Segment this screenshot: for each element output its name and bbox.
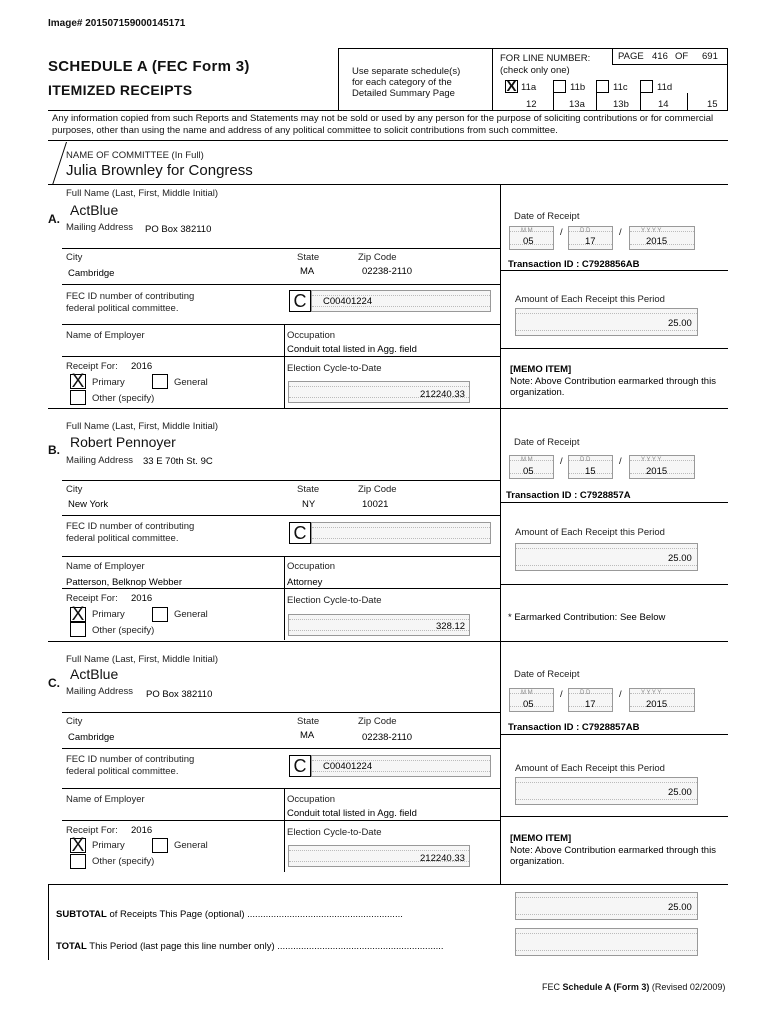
day-value: 17: [585, 699, 596, 710]
day-value: 15: [585, 466, 596, 477]
line-11d-checkbox[interactable]: [640, 80, 653, 93]
primary-checkbox[interactable]: X: [71, 835, 85, 856]
zip-label: Zip Code: [358, 484, 397, 495]
transaction-id: Transaction ID : C7928857AB: [508, 722, 640, 733]
date-label: Date of Receipt: [514, 211, 580, 222]
fec-id-label-2: federal political committee.: [66, 533, 179, 544]
transaction-id: Transaction ID : C7928856AB: [508, 259, 640, 270]
entry-letter: B.: [48, 443, 60, 457]
line-13b-label: 13b: [613, 99, 629, 110]
subtotal-description: of Receipts This Page (optional) ...........................................................: [106, 909, 403, 920]
line-11a-checkbox[interactable]: X: [506, 78, 517, 95]
receipt-for-label: Receipt For:: [66, 825, 118, 836]
year-value: 2015: [646, 236, 668, 247]
state-value: NY: [302, 499, 316, 510]
footer: [542, 982, 725, 992]
other-checkbox[interactable]: [70, 622, 86, 637]
fec-id-label-2: federal political committee.: [66, 766, 179, 777]
date-slash-2: /: [619, 689, 622, 700]
general-label: General: [174, 377, 208, 388]
other-label: Other (specify): [92, 393, 155, 404]
employer-value: Patterson, Belknop Webber: [66, 577, 183, 588]
cycle-to-date-value: 212240.33: [420, 853, 465, 864]
occupation-label: Occupation: [287, 330, 336, 341]
contributor-name: ActBlue: [70, 202, 119, 218]
amount-value: 25.00: [668, 553, 692, 564]
month-value: 05: [523, 466, 534, 477]
city-label: City: [66, 716, 83, 727]
mailing-address-label: Mailing Address: [66, 455, 134, 466]
dd-hint: D D: [580, 457, 591, 463]
receipt-for-year: 2016: [131, 361, 153, 372]
primary-checkbox[interactable]: X: [71, 371, 85, 392]
cycle-to-date-value: 328.12: [436, 621, 466, 632]
instructions-line-3: Detailed Summary Page: [352, 88, 455, 99]
primary-label: Primary: [92, 377, 125, 388]
year-value: 2015: [646, 699, 668, 710]
fec-id-field[interactable]: [311, 522, 491, 544]
line-11b-label: 11b: [570, 82, 586, 93]
line-12-label: 12: [526, 99, 537, 110]
other-checkbox[interactable]: [70, 390, 86, 405]
other-label: Other (specify): [92, 856, 155, 867]
general-checkbox[interactable]: [152, 838, 168, 853]
date-slash-2: /: [619, 227, 622, 238]
employer-label: Name of Employer: [66, 561, 145, 572]
zip-label: Zip Code: [358, 252, 397, 263]
check-only-one: (check only one): [500, 65, 570, 76]
receipt-for-year: 2016: [131, 593, 153, 604]
zip-value: 02238-2110: [362, 732, 413, 743]
occupation-label: Occupation: [287, 561, 336, 572]
zip-value: 10021: [362, 499, 389, 510]
date-slash-1: /: [560, 456, 563, 467]
of-label: OF: [675, 51, 689, 62]
state-value: MA: [300, 266, 315, 277]
total-description: This Period (last page this line number only) ...............................................................: [86, 941, 444, 952]
date-slash-1: /: [560, 227, 563, 238]
other-label: Other (specify): [92, 625, 155, 636]
zip-value: 02238-2110: [362, 266, 413, 277]
line-11c-checkbox[interactable]: [596, 80, 609, 93]
day-value: 17: [585, 236, 596, 247]
primary-label: Primary: [92, 609, 125, 620]
line-13a-label: 13a: [569, 99, 585, 110]
election-cycle-label: Election Cycle-to-Date: [287, 595, 382, 606]
line-14-label: 14: [658, 99, 669, 110]
state-value: MA: [300, 730, 315, 741]
primary-checkbox[interactable]: X: [71, 604, 85, 625]
other-checkbox[interactable]: [70, 854, 86, 869]
fec-id-c-box: C: [289, 290, 311, 312]
mailing-address: 33 E 70th St. 9C: [143, 456, 213, 467]
city-value: Cambridge: [68, 732, 115, 743]
amount-value: 25.00: [668, 318, 692, 329]
cycle-to-date-value: 212240.33: [420, 389, 465, 400]
full-name-label: Full Name (Last, First, Middle Initial): [66, 421, 219, 432]
state-label: State: [297, 484, 320, 495]
amount-label: Amount of Each Receipt this Period: [515, 763, 665, 774]
full-name-label: Full Name (Last, First, Middle Initial): [66, 188, 219, 199]
fec-id-label: FEC ID number of contributing: [66, 291, 195, 302]
date-slash-2: /: [619, 456, 622, 467]
line-11a-label: 11a: [521, 82, 537, 93]
city-value: New York: [68, 499, 109, 510]
city-label: City: [66, 484, 83, 495]
memo-title: [MEMO ITEM]: [510, 364, 572, 375]
total-label: TOTAL: [56, 941, 87, 952]
line-15-label: 15: [707, 99, 718, 110]
month-value: 05: [523, 236, 534, 247]
city-label: City: [66, 252, 83, 263]
fec-id-label: FEC ID number of contributing: [66, 754, 195, 765]
schedule-subtitle: ITEMIZED RECEIPTS: [48, 82, 193, 98]
fec-id-c-box: C: [289, 522, 311, 544]
mailing-address: PO Box 382110: [145, 224, 212, 235]
footer-prefix: FEC: [542, 982, 563, 992]
mm-hint: M M: [521, 457, 533, 463]
occupation-label: Occupation: [287, 794, 336, 805]
election-cycle-label: Election Cycle-to-Date: [287, 827, 382, 838]
mm-hint: M M: [521, 228, 533, 234]
dd-hint: D D: [580, 690, 591, 696]
total-row: [56, 941, 444, 952]
line-11d-label: 11d: [657, 82, 673, 93]
page-label: PAGE: [618, 51, 644, 62]
memo-title: [MEMO ITEM]: [510, 833, 572, 844]
receipt-for-year: 2016: [131, 825, 153, 836]
entry-letter: A.: [48, 212, 60, 226]
date-slash-1: /: [560, 689, 563, 700]
instructions-box: [338, 48, 493, 110]
committee-name: Julia Brownley for Congress: [66, 162, 253, 179]
general-label: General: [174, 609, 208, 620]
mailing-address-label: Mailing Address: [66, 686, 134, 697]
employer-label: Name of Employer: [66, 330, 145, 341]
general-checkbox[interactable]: [152, 607, 168, 622]
primary-label: Primary: [92, 840, 125, 851]
mm-hint: M M: [521, 690, 533, 696]
amount-value: 25.00: [668, 787, 692, 798]
occupation-value: Attorney: [287, 577, 323, 588]
fec-id-c-box: C: [289, 755, 311, 777]
contributor-name: ActBlue: [70, 666, 119, 682]
entry-letter: C.: [48, 676, 60, 690]
year-value: 2015: [646, 466, 668, 477]
footer-form-name: Schedule A (Form 3): [562, 982, 650, 992]
general-checkbox[interactable]: [152, 374, 168, 389]
fec-id-value: C00401224: [323, 761, 373, 772]
schedule-title: SCHEDULE A (FEC Form 3): [48, 58, 250, 75]
fec-id-value: C00401224: [323, 296, 373, 307]
total-field[interactable]: [515, 928, 698, 956]
yyyy-hint: Y Y Y Y: [641, 690, 662, 696]
yyyy-hint: Y Y Y Y: [641, 457, 662, 463]
footer-revision: (Revised 02/2009): [649, 982, 726, 992]
zip-label: Zip Code: [358, 716, 397, 727]
date-label: Date of Receipt: [514, 669, 580, 680]
date-label: Date of Receipt: [514, 437, 580, 448]
committee-bracket: [34, 142, 67, 184]
amount-label: Amount of Each Receipt this Period: [515, 294, 665, 305]
page-total: 691: [702, 51, 718, 62]
dd-hint: D D: [580, 228, 591, 234]
line-number-label: FOR LINE NUMBER:: [500, 53, 591, 64]
general-label: General: [174, 840, 208, 851]
fec-id-label-2: federal political committee.: [66, 303, 179, 314]
yyyy-hint: Y Y Y Y: [641, 228, 662, 234]
transaction-id: Transaction ID : C7928857A: [506, 490, 631, 501]
state-label: State: [297, 716, 320, 727]
state-label: State: [297, 252, 320, 263]
receipt-for-label: Receipt For:: [66, 593, 118, 604]
fec-id-label: FEC ID number of contributing: [66, 521, 195, 532]
memo-text: Note: Above Contribution earmarked through this organization.: [510, 845, 716, 867]
mailing-address: PO Box 382110: [146, 689, 213, 700]
full-name-label: Full Name (Last, First, Middle Initial): [66, 654, 219, 665]
instructions-line-2: for each category of the: [352, 77, 452, 88]
instructions-line-1: Use separate schedule(s): [352, 66, 461, 77]
mailing-address-label: Mailing Address: [66, 222, 134, 233]
occupation-value: Conduit total listed in Agg. field: [287, 344, 417, 355]
subtotal-row: [56, 909, 403, 920]
page-number: 416: [652, 51, 668, 62]
receipt-for-label: Receipt For:: [66, 361, 118, 372]
election-cycle-label: Election Cycle-to-Date: [287, 363, 382, 374]
month-value: 05: [523, 699, 534, 710]
subtotal-label: SUBTOTAL: [56, 909, 107, 920]
committee-label: NAME OF COMMITTEE (In Full): [66, 150, 204, 161]
city-value: Cambridge: [68, 268, 115, 279]
occupation-value: Conduit total listed in Agg. field: [287, 808, 417, 819]
line-11b-checkbox[interactable]: [553, 80, 566, 93]
disclaimer: Any information copied from such Reports and Statements may not be sold or used by any person for the purpose of soliciting contributions or for commercial purposes, other than using the name and address of any political committee to solicit contributions from such committee.: [52, 113, 714, 136]
subtotal-value: 25.00: [668, 902, 692, 913]
image-id: Image# 201507159000145171: [48, 18, 186, 29]
memo-text: Note: Above Contribution earmarked through this organization.: [510, 376, 716, 398]
line-11c-label: 11c: [613, 82, 628, 93]
contributor-name: Robert Pennoyer: [70, 434, 176, 450]
memo-text: * Earmarked Contribution: See Below: [508, 612, 666, 623]
employer-label: Name of Employer: [66, 794, 145, 805]
amount-label: Amount of Each Receipt this Period: [515, 527, 665, 538]
